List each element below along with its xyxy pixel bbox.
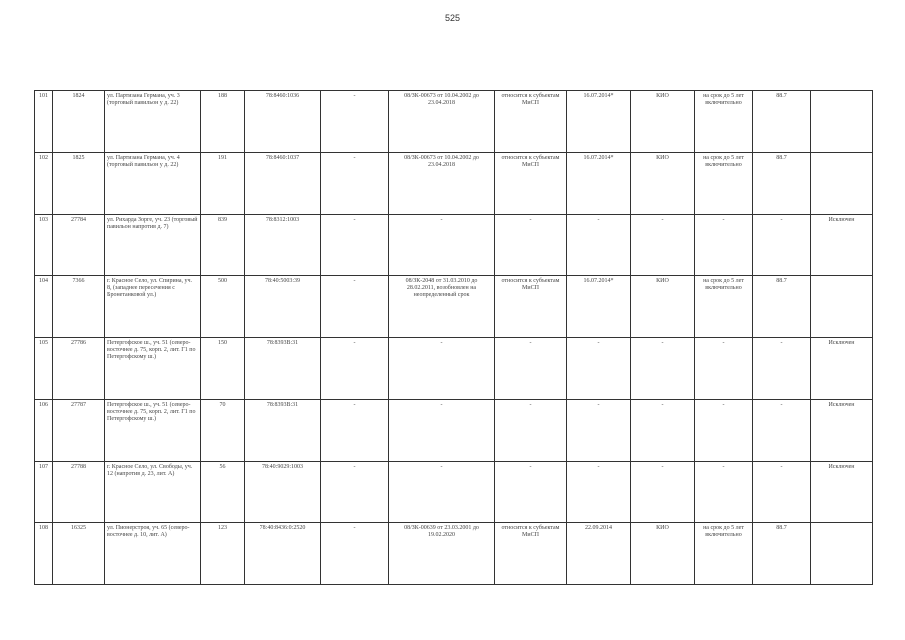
- table-body: [35, 91, 873, 585]
- cell-column-value: -: [321, 276, 389, 338]
- cell-object-id: 27788: [53, 461, 105, 523]
- cell-date: -: [567, 214, 631, 276]
- cell-lease-agreement: -: [389, 461, 495, 523]
- cell-department: КИО: [631, 523, 695, 585]
- cell-percent: -: [753, 338, 811, 400]
- cell-area: 123: [201, 523, 245, 585]
- cell-address: ул. Партизана Германа, уч. 3 (торговый павильон у д. 22): [105, 91, 201, 153]
- cell-term: на срок до 5 лет включительно: [695, 91, 753, 153]
- cell-term: -: [695, 214, 753, 276]
- cell-object-id: 16325: [53, 523, 105, 585]
- cell-category: относится к субъектам МиСП: [495, 91, 567, 153]
- cell-percent: 88.7: [753, 276, 811, 338]
- cell-object-id: 27787: [53, 399, 105, 461]
- cell-object-id: 1824: [53, 91, 105, 153]
- cell-cadastral-number: 78:8312:1003: [245, 214, 321, 276]
- cell-category: относится к субъектам МиСП: [495, 152, 567, 214]
- cell-percent: 88.7: [753, 152, 811, 214]
- cell-area: 191: [201, 152, 245, 214]
- cell-note: [811, 152, 873, 214]
- cell-lease-agreement: 08/ЗК-00639 от 23.03.2001 до 19.02.2020: [389, 523, 495, 585]
- cell-department: -: [631, 461, 695, 523]
- cell-note: [811, 276, 873, 338]
- cell-term: -: [695, 461, 753, 523]
- cell-cadastral-number: 78:40:9029:1003: [245, 461, 321, 523]
- cell-cadastral-number: 78:8460:1036: [245, 91, 321, 153]
- cell-note: Исключен: [811, 338, 873, 400]
- cell-column-value: -: [321, 399, 389, 461]
- cell-area: 500: [201, 276, 245, 338]
- cell-address: ул. Пионерстроя, уч. 65 (северо-восточнее д. 10, лит. А): [105, 523, 201, 585]
- cell-address: Петергофское ш., уч. 51 (северо-восточнее д. 75, корп. 2, лит. Г1 по Петергофскому ш.): [105, 399, 201, 461]
- cell-date: -: [567, 338, 631, 400]
- table-row: [35, 91, 873, 153]
- table-row: [35, 276, 873, 338]
- cell-note: Исключен: [811, 461, 873, 523]
- page-number: 525: [444, 13, 461, 23]
- cell-address: Петергофское ш., уч. 51 (северо-восточнее д. 75, корп. 2, лит. Г1 по Петергофскому ш.): [105, 338, 201, 400]
- cell-lease-agreement: 08/ЗК-2048 от 31.03.2010 до 28.02.2011, возобновлен на неопределенный срок: [389, 276, 495, 338]
- cell-date: 16.07.2014*: [567, 152, 631, 214]
- cell-term: на срок до 5 лет включительно: [695, 276, 753, 338]
- cell-category: относится к субъектам МиСП: [495, 523, 567, 585]
- cell-cadastral-number: 78:40:5003:39: [245, 276, 321, 338]
- cell-note: [811, 523, 873, 585]
- cell-column-value: -: [321, 461, 389, 523]
- cell-percent: -: [753, 461, 811, 523]
- cell-area: 70: [201, 399, 245, 461]
- cell-row-number: 106: [35, 399, 53, 461]
- cell-lease-agreement: -: [389, 338, 495, 400]
- cell-note: Исключен: [811, 214, 873, 276]
- cell-term: на срок до 5 лет включительно: [695, 523, 753, 585]
- table-row: [35, 523, 873, 585]
- cell-percent: 88.7: [753, 91, 811, 153]
- cell-date: 22.09.2014: [567, 523, 631, 585]
- cell-category: -: [495, 338, 567, 400]
- cell-row-number: 101: [35, 91, 53, 153]
- cell-date: -: [567, 461, 631, 523]
- cell-column-value: -: [321, 523, 389, 585]
- cell-percent: -: [753, 214, 811, 276]
- cell-address: ул. Партизана Германа, уч. 4 (торговый павильон у д. 22): [105, 152, 201, 214]
- cell-category: относится к субъектам МиСП: [495, 276, 567, 338]
- cell-date: -: [567, 399, 631, 461]
- cell-address: ул. Рихарда Зорге, уч. 23 (торговый павильон напротив д. 7): [105, 214, 201, 276]
- cell-category: -: [495, 399, 567, 461]
- cell-row-number: 105: [35, 338, 53, 400]
- registry-table: [34, 90, 873, 585]
- cell-term: -: [695, 399, 753, 461]
- cell-note: [811, 91, 873, 153]
- cell-row-number: 102: [35, 152, 53, 214]
- table-row: [35, 214, 873, 276]
- cell-lease-agreement: -: [389, 214, 495, 276]
- cell-area: 839: [201, 214, 245, 276]
- cell-row-number: 104: [35, 276, 53, 338]
- cell-date: 16.07.2014*: [567, 91, 631, 153]
- cell-department: -: [631, 214, 695, 276]
- cell-address: г. Красное Село, ул. Свободы, уч. 12 (напротив д. 23, лит. А): [105, 461, 201, 523]
- cell-address: г. Красное Село, ул. Спирина, уч. 8, (западнее пересечения с Бронетанковой ул.): [105, 276, 201, 338]
- cell-column-value: -: [321, 338, 389, 400]
- cell-term: -: [695, 338, 753, 400]
- cell-lease-agreement: -: [389, 399, 495, 461]
- cell-row-number: 103: [35, 214, 53, 276]
- cell-area: 188: [201, 91, 245, 153]
- cell-department: -: [631, 399, 695, 461]
- cell-column-value: -: [321, 152, 389, 214]
- cell-department: КИО: [631, 276, 695, 338]
- table-row: [35, 152, 873, 214]
- cell-column-value: -: [321, 91, 389, 153]
- cell-date: 16.07.2014*: [567, 276, 631, 338]
- cell-object-id: 1825: [53, 152, 105, 214]
- cell-area: 56: [201, 461, 245, 523]
- cell-percent: 88.7: [753, 523, 811, 585]
- cell-department: КИО: [631, 91, 695, 153]
- cell-column-value: -: [321, 214, 389, 276]
- cell-term: на срок до 5 лет включительно: [695, 152, 753, 214]
- cell-row-number: 108: [35, 523, 53, 585]
- cell-category: -: [495, 214, 567, 276]
- cell-percent: -: [753, 399, 811, 461]
- cell-category: -: [495, 461, 567, 523]
- cell-department: КИО: [631, 152, 695, 214]
- cell-cadastral-number: 78:8393В:31: [245, 399, 321, 461]
- cell-cadastral-number: 78:40:8436:0:2520: [245, 523, 321, 585]
- cell-cadastral-number: 78:8393В:31: [245, 338, 321, 400]
- cell-row-number: 107: [35, 461, 53, 523]
- table-row: [35, 461, 873, 523]
- cell-object-id: 7366: [53, 276, 105, 338]
- cell-area: 150: [201, 338, 245, 400]
- table-row: [35, 338, 873, 400]
- cell-object-id: 27784: [53, 214, 105, 276]
- table-row: [35, 399, 873, 461]
- cell-lease-agreement: 08/ЗК-00673 от 10.04.2002 до 23.04.2018: [389, 152, 495, 214]
- cell-department: -: [631, 338, 695, 400]
- cell-cadastral-number: 78:8460:1037: [245, 152, 321, 214]
- cell-object-id: 27786: [53, 338, 105, 400]
- cell-lease-agreement: 08/ЗК-00673 от 10.04.2002 до 23.04.2018: [389, 91, 495, 153]
- cell-note: Исключен: [811, 399, 873, 461]
